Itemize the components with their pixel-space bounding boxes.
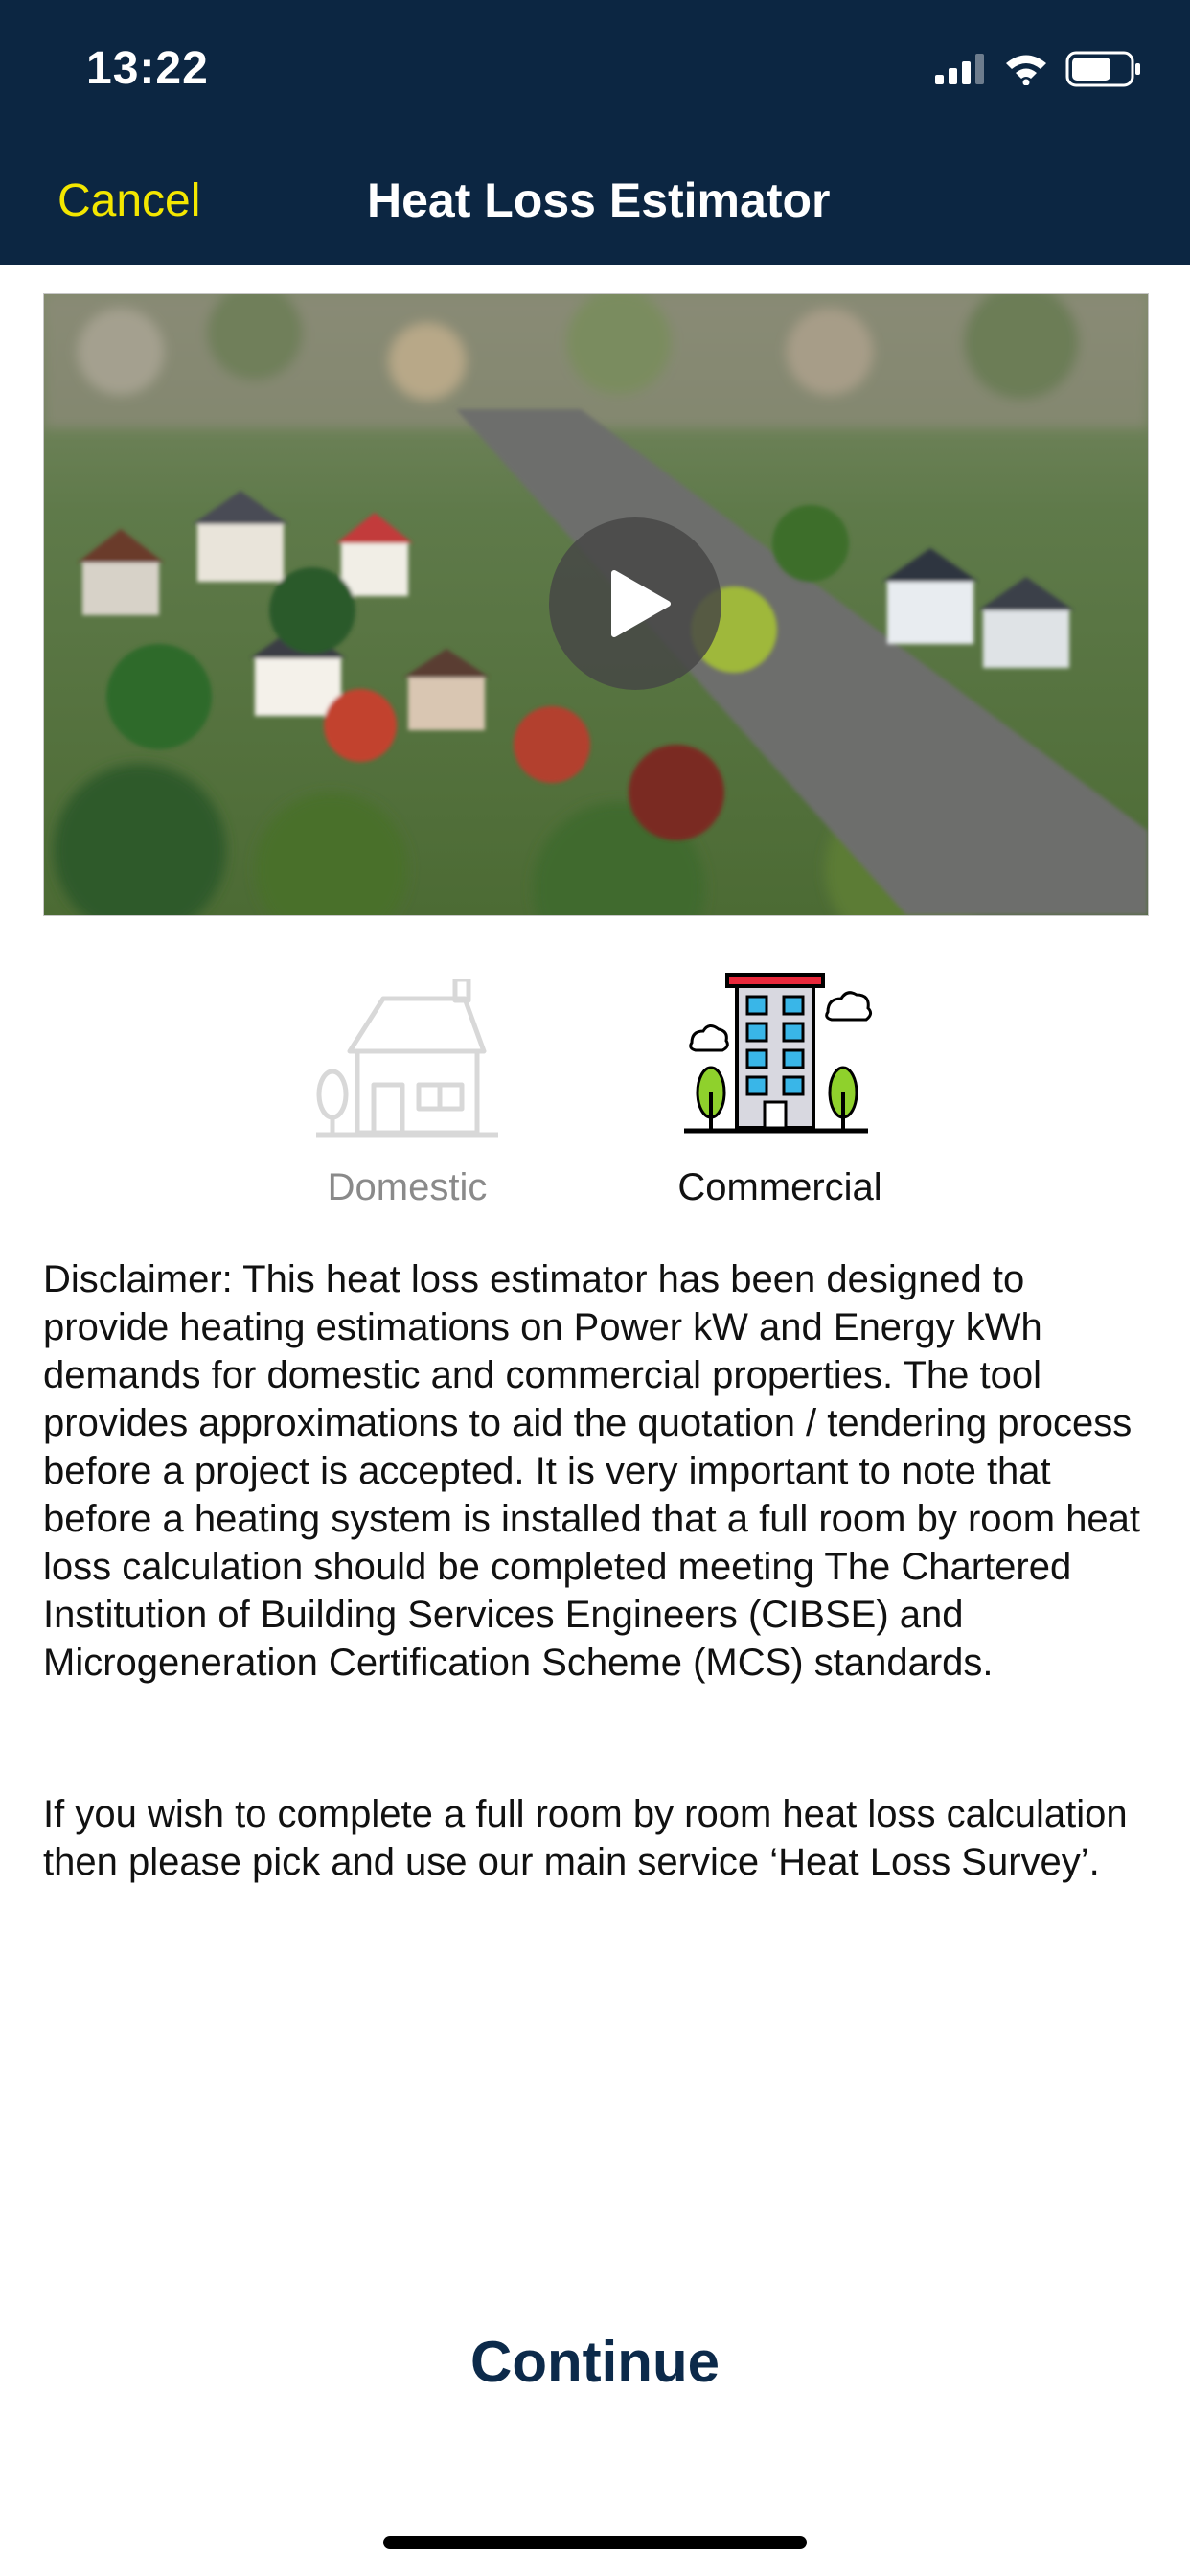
property-type-commercial[interactable] bbox=[655, 970, 904, 1219]
disclaimer-text: Disclaimer: This heat loss estimator has been designed to provide heating estimations on Power kW and Energy kWh demands for domestic and commercial properties. The tool provides approximations to aid the quotation / tendering process before a project is accepted. It is very important to note that before a heating system is installed that a full room by room heat loss calculation should be completed meeting The Chartered Institution of Building Services Engineers (CIBSE) and Microgeneration Certification Scheme (MCS) standards. bbox=[43, 1258, 1141, 1684]
property-type-label: Commercial bbox=[677, 1166, 882, 1208]
signal-icon bbox=[935, 54, 987, 84]
status-icons bbox=[935, 50, 1142, 88]
property-type-label: Domestic bbox=[327, 1166, 488, 1208]
wifi-icon bbox=[1004, 53, 1048, 85]
status-time: 13:22 bbox=[86, 43, 209, 94]
home-indicator[interactable] bbox=[383, 2536, 807, 2549]
heat-loss-survey-note: If you wish to complete a full room by room heat loss calculation then please pick and use our main service ‘Heat Loss Survey’. bbox=[43, 1793, 1128, 1883]
continue-button[interactable]: Continue bbox=[470, 2330, 720, 2394]
battery-icon bbox=[1065, 51, 1142, 87]
house-icon bbox=[311, 979, 503, 1142]
office-building-icon bbox=[684, 970, 876, 1142]
page-title: Heat Loss Estimator bbox=[367, 173, 831, 227]
video-player[interactable] bbox=[43, 293, 1149, 916]
play-button[interactable] bbox=[549, 518, 721, 690]
cancel-button[interactable]: Cancel bbox=[57, 175, 201, 226]
property-type-domestic[interactable] bbox=[283, 970, 532, 1219]
play-icon bbox=[608, 569, 674, 638]
navigation-header bbox=[0, 0, 1190, 264]
